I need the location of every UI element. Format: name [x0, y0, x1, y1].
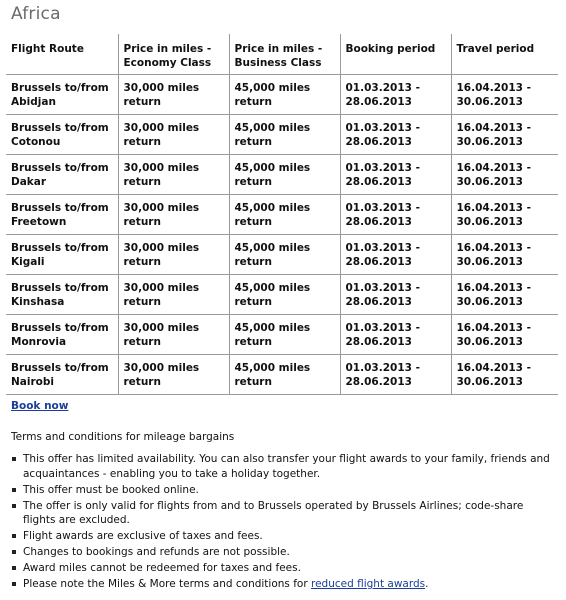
route-cell: Brussels to/from Freetown: [6, 195, 118, 235]
booking-period-cell: 01.03.2013 - 28.06.2013: [340, 115, 451, 155]
booking-period-cell: 01.03.2013 - 28.06.2013: [340, 155, 451, 195]
business-price-cell: 45,000 miles return: [229, 115, 340, 155]
reduced-flight-awards-link[interactable]: reduced flight awards: [311, 578, 426, 590]
fares-table: [6, 34, 558, 395]
table-row: [6, 155, 558, 195]
economy-price-cell: 30,000 miles return: [118, 275, 229, 315]
travel-period-cell: 16.04.2013 - 30.06.2013: [451, 115, 558, 155]
booking-period-cell: 01.03.2013 - 28.06.2013: [340, 195, 451, 235]
travel-period-cell: 16.04.2013 - 30.06.2013: [451, 155, 558, 195]
economy-price-cell: 30,000 miles return: [118, 235, 229, 275]
column-header: Travel period: [451, 34, 558, 75]
table-row: [6, 195, 558, 235]
terms-list: [11, 452, 551, 593]
route-cell: Brussels to/from Kigali: [6, 235, 118, 275]
economy-price-cell: 30,000 miles return: [118, 195, 229, 235]
travel-period-cell: 16.04.2013 - 30.06.2013: [451, 275, 558, 315]
route-cell: Brussels to/from Kinshasa: [6, 275, 118, 315]
terms-heading: Terms and conditions for mileage bargains: [11, 431, 235, 443]
business-price-cell: 45,000 miles return: [229, 355, 340, 395]
economy-price-cell: 30,000 miles return: [118, 155, 229, 195]
terms-text: Please note the Miles & More terms and conditions for: [23, 578, 311, 590]
column-header: Price in miles - Business Class: [229, 34, 340, 75]
business-price-cell: 45,000 miles return: [229, 275, 340, 315]
table-row: [6, 355, 558, 395]
booking-period-cell: 01.03.2013 - 28.06.2013: [340, 315, 451, 355]
route-cell: Brussels to/from Monrovia: [6, 315, 118, 355]
region-title: Africa: [11, 4, 61, 24]
travel-period-cell: 16.04.2013 - 30.06.2013: [451, 75, 558, 115]
column-header: Booking period: [340, 34, 451, 75]
book-now-link[interactable]: Book now: [11, 400, 69, 412]
business-price-cell: 45,000 miles return: [229, 235, 340, 275]
terms-item: Changes to bookings and refunds are not possible.: [11, 545, 551, 560]
terms-item: The offer is only valid for flights from and to Brussels operated by Brussels Airlines; code-share flights are excluded.: [11, 499, 551, 528]
column-header: Flight Route: [6, 34, 118, 75]
booking-period-cell: 01.03.2013 - 28.06.2013: [340, 235, 451, 275]
travel-period-cell: 16.04.2013 - 30.06.2013: [451, 315, 558, 355]
table-row: [6, 235, 558, 275]
booking-period-cell: 01.03.2013 - 28.06.2013: [340, 75, 451, 115]
route-cell: Brussels to/from Abidjan: [6, 75, 118, 115]
terms-text-end: .: [425, 578, 429, 590]
table-header-row: [6, 34, 558, 75]
business-price-cell: 45,000 miles return: [229, 315, 340, 355]
economy-price-cell: 30,000 miles return: [118, 315, 229, 355]
table-row: [6, 315, 558, 355]
table-row: [6, 275, 558, 315]
route-cell: Brussels to/from Dakar: [6, 155, 118, 195]
economy-price-cell: 30,000 miles return: [118, 75, 229, 115]
terms-item: This offer must be booked online.: [11, 483, 551, 498]
column-header: Price in miles - Economy Class: [118, 34, 229, 75]
terms-item-last: [11, 577, 551, 592]
booking-period-cell: 01.03.2013 - 28.06.2013: [340, 355, 451, 395]
terms-item: Flight awards are exclusive of taxes and fees.: [11, 529, 551, 544]
travel-period-cell: 16.04.2013 - 30.06.2013: [451, 195, 558, 235]
terms-item: Award miles cannot be redeemed for taxes and fees.: [11, 561, 551, 576]
terms-item: This offer has limited availability. You can also transfer your flight awards to your family, friends and acquaintances - enabling you to take a holiday together.: [11, 452, 551, 481]
economy-price-cell: 30,000 miles return: [118, 355, 229, 395]
economy-price-cell: 30,000 miles return: [118, 115, 229, 155]
booking-period-cell: 01.03.2013 - 28.06.2013: [340, 275, 451, 315]
route-cell: Brussels to/from Cotonou: [6, 115, 118, 155]
route-cell: Brussels to/from Nairobi: [6, 355, 118, 395]
table-row: [6, 115, 558, 155]
table-row: [6, 75, 558, 115]
business-price-cell: 45,000 miles return: [229, 195, 340, 235]
business-price-cell: 45,000 miles return: [229, 155, 340, 195]
travel-period-cell: 16.04.2013 - 30.06.2013: [451, 235, 558, 275]
travel-period-cell: 16.04.2013 - 30.06.2013: [451, 355, 558, 395]
business-price-cell: 45,000 miles return: [229, 75, 340, 115]
